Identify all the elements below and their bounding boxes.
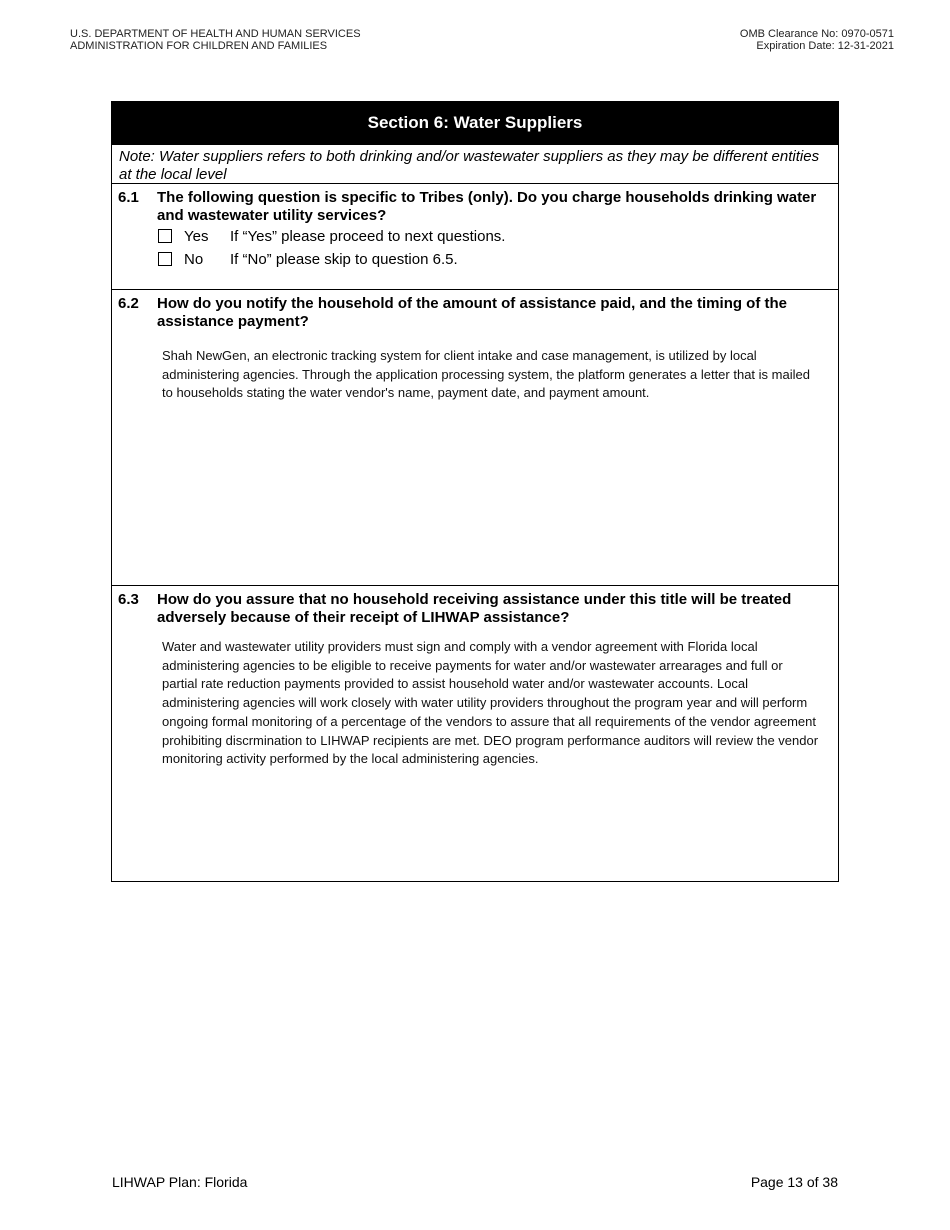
question-number: 6.2 <box>118 295 139 312</box>
no-checkbox[interactable] <box>158 252 172 266</box>
option-description: If “Yes” please proceed to next questions. <box>230 228 506 245</box>
question-number: 6.3 <box>118 591 139 608</box>
section-title: Section 6: Water Suppliers <box>112 102 838 144</box>
section-note: Note: Water suppliers refers to both drinking and/or wastewater suppliers as they may be different entities at the local level <box>112 144 838 183</box>
question-text: The following question is specific to Tribes (only). Do you charge households drinking water and wastewater utility services? <box>157 189 817 224</box>
option-label: Yes <box>184 228 209 245</box>
footer-plan-name: LIHWAP Plan: Florida <box>112 1174 248 1190</box>
option-description: If “No” please skip to question 6.5. <box>230 251 458 268</box>
question-6-2 <box>112 289 838 585</box>
option-yes[interactable] <box>158 225 838 248</box>
page-header-right <box>740 28 894 52</box>
option-no[interactable] <box>158 248 838 271</box>
omb-clearance: OMB Clearance No: 0970-0571 <box>739 28 894 40</box>
question-text: How do you notify the household of the amount of assistance paid, and the timing of the assistance payment? <box>157 295 788 330</box>
page-header-left <box>70 28 361 52</box>
agency-name: U.S. DEPARTMENT OF HEALTH AND HUMAN SERVICES <box>70 28 361 40</box>
sub-agency-name: ADMINISTRATION FOR CHILDREN AND FAMILIES <box>70 40 328 52</box>
question-text: How do you assure that no household receiving assistance under this title will be treated adversely because of their receipt of LIHWAP assistance? <box>157 591 792 626</box>
answer-text[interactable]: Shah NewGen, an electronic tracking system for client intake and case management, is utilized by local administering agencies. Through the application processing system, the platform generates a letter that is mailed to households stating the water vendor's name, payment date, and payment amount. <box>162 348 810 401</box>
question-6-3 <box>112 585 838 881</box>
question-number: 6.1 <box>118 189 139 206</box>
question-6-1 <box>112 183 838 289</box>
yes-checkbox[interactable] <box>158 229 172 243</box>
option-label: No <box>184 251 204 268</box>
answer-text[interactable]: Water and wastewater utility providers must sign and comply with a vendor agreement with Florida local administering agencies to be eligible to receive payments for water and/or wastewater arrearages and full or partial rate reduction payments provided to assist household water and/or wastewater accounts. Local administering agencies will work closely with water utility providers throughout the program year and will perform ongoing formal monitoring of a percentage of the vendors to assure that all requirements of the vendor agreement prohibiting discrmination to LIHWAP recipients are met. DEO program performance auditors will review the vendor monitoring activity performed by the local administering agencies. <box>162 639 819 767</box>
expiration-date: Expiration Date: 12-31-2021 <box>756 40 894 52</box>
section-6-table <box>111 101 839 882</box>
footer-page-number: Page 13 of 38 <box>750 1174 838 1190</box>
